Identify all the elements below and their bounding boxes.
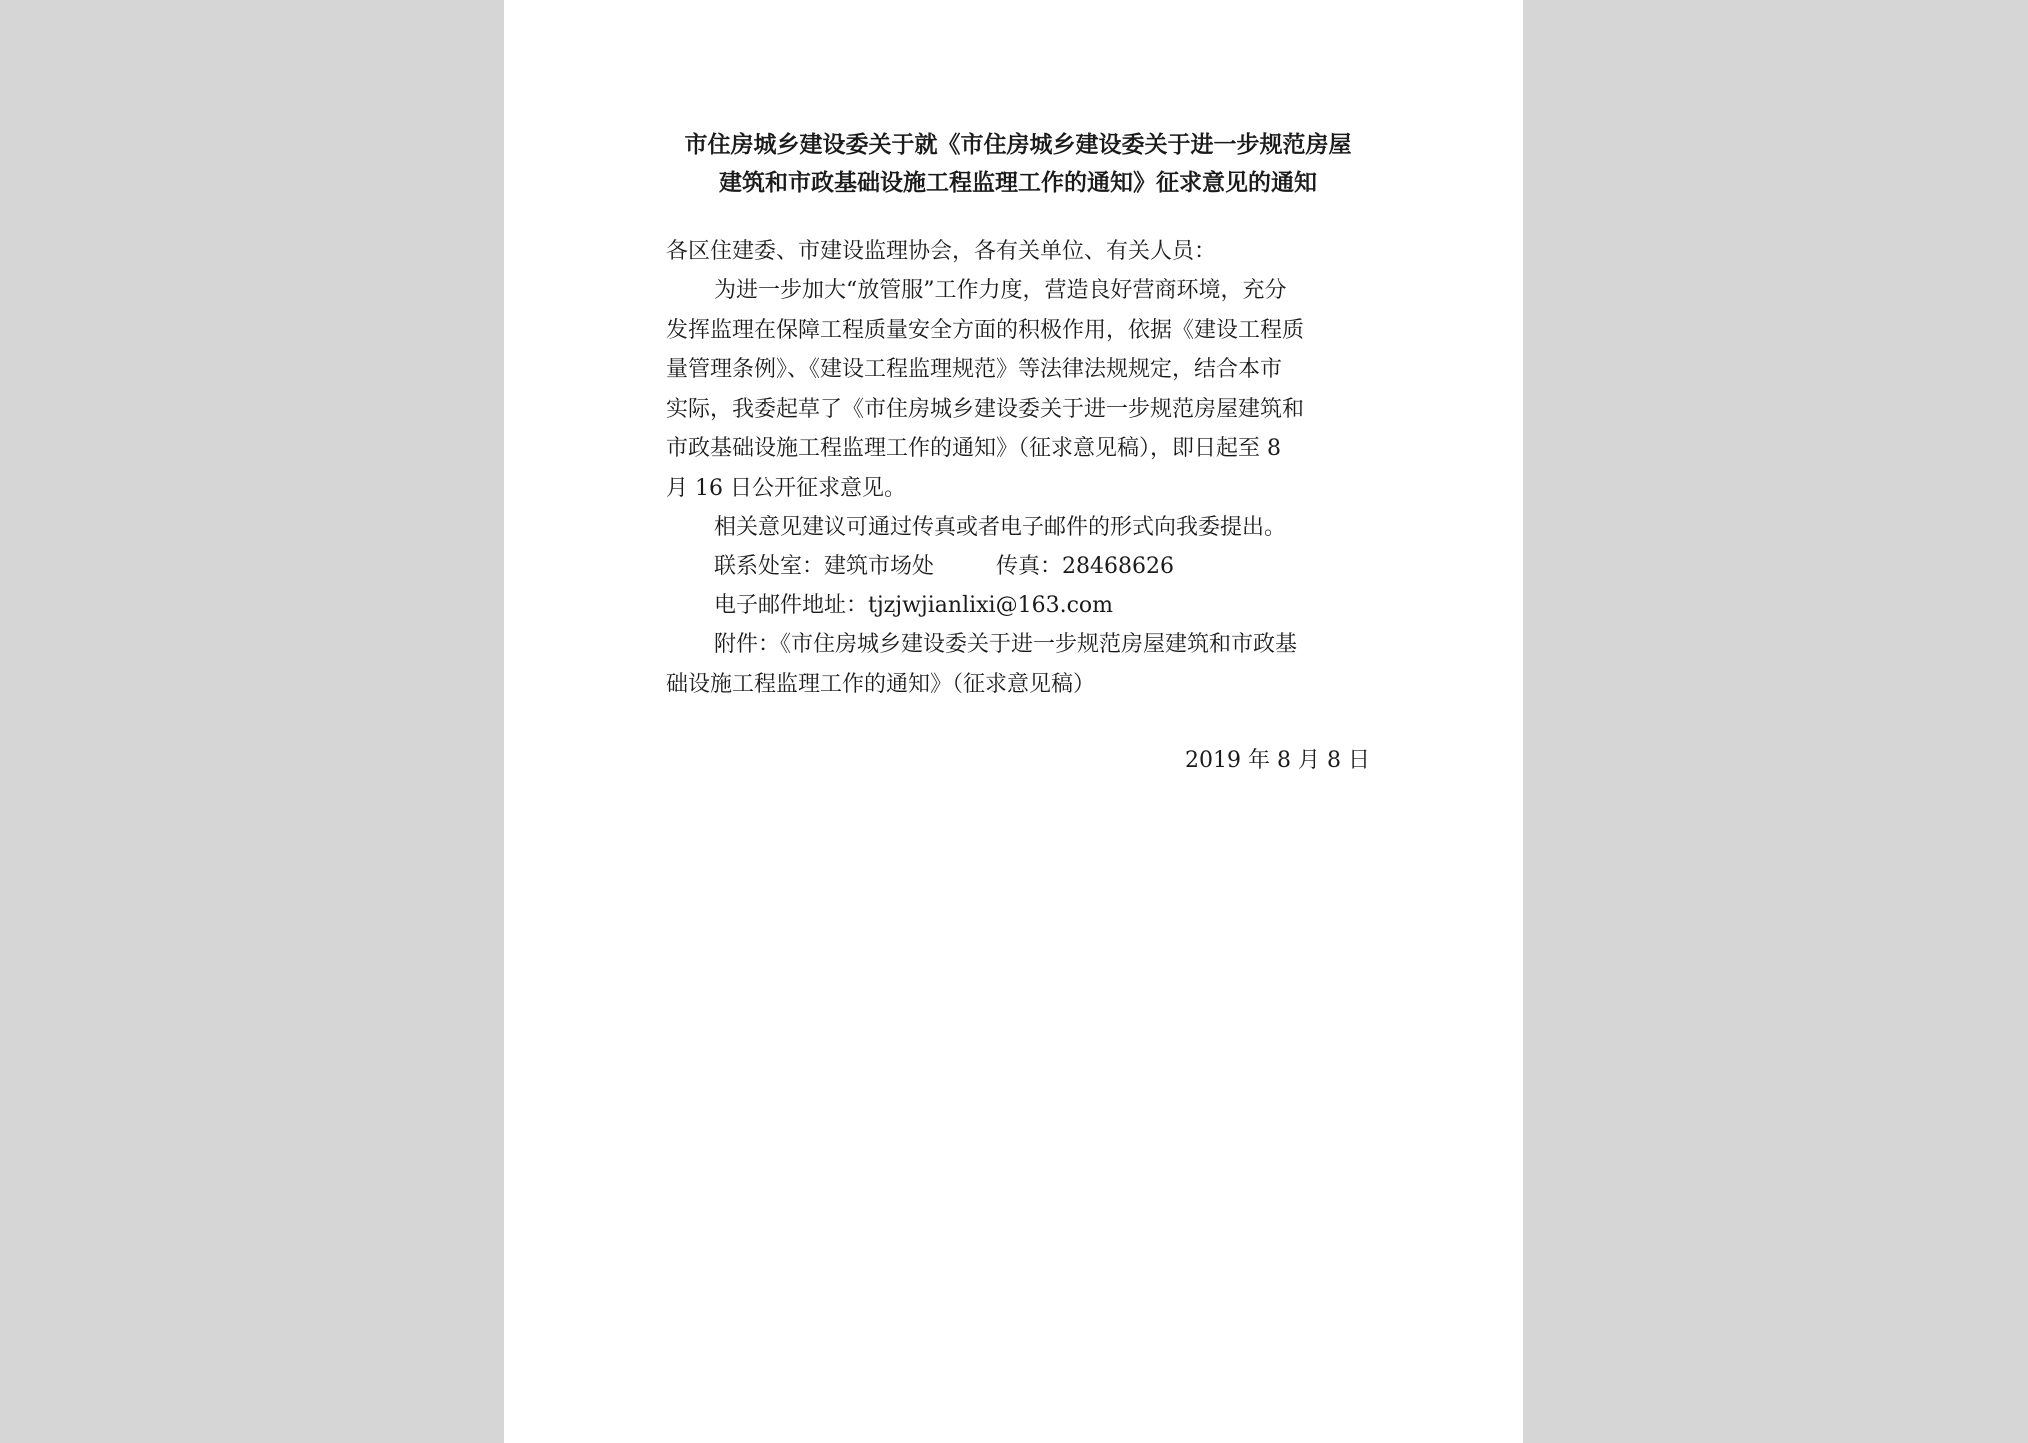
contact-office: 联系处室：建筑市场处 (714, 554, 935, 579)
attachment-paragraph (666, 625, 1370, 704)
feedback-note: 相关意见建议可通过传真或者电子邮件的形式向我委提出。 (714, 515, 1287, 540)
title-line-1: 市住房城乡建设委关于就《市住房城乡建设委关于进一步规范房屋 (684, 131, 1352, 158)
title-line-2: 建筑和市政基础设施工程监理工作的通知》征求意见的通知 (719, 169, 1317, 196)
body-line-3: 量管理条例》、《建设工程监理规范》等法律法规规定，结合本市 (666, 357, 1283, 382)
email-address: tjzjwjianlixi@163.com (868, 593, 1113, 618)
salutation: 各区住建委、市建设监理协会，各有关单位、有关人员： (666, 239, 1217, 264)
body-line-4: 实际，我委起草了《市住房城乡建设委关于进一步规范房屋建筑和 (666, 396, 1305, 422)
attachment-line-1: 附件：《市住房城乡建设委关于进一步规范房屋建筑和市政基 (714, 632, 1298, 657)
document-title (666, 126, 1370, 202)
body-line-5: 市政基础设施工程监理工作的通知》（征求意见稿），即日起至 8 (666, 436, 1281, 461)
contact-line (666, 547, 1370, 586)
body-line-1: 为进一步加大“放管服”工作力度，营造良好营商环境，充分 (714, 278, 1287, 303)
issue-date: 2019 年 8 月 8 日 (1185, 748, 1370, 773)
body-paragraph (666, 271, 1370, 508)
body-line-2: 发挥监理在保障工程质量安全方面的积极作用，依据《建设工程质 (666, 317, 1305, 343)
document-page (504, 0, 1523, 1443)
attachment-line-2: 础设施工程监理工作的通知》（征求意见稿） (666, 671, 1096, 697)
email-label: 电子邮件地址： (714, 593, 869, 618)
page-content (666, 126, 1370, 780)
email-line (666, 586, 1370, 625)
fax-number: 传真：28468626 (996, 554, 1174, 579)
body-line-6: 月 16 日公开征求意见。 (666, 475, 906, 501)
